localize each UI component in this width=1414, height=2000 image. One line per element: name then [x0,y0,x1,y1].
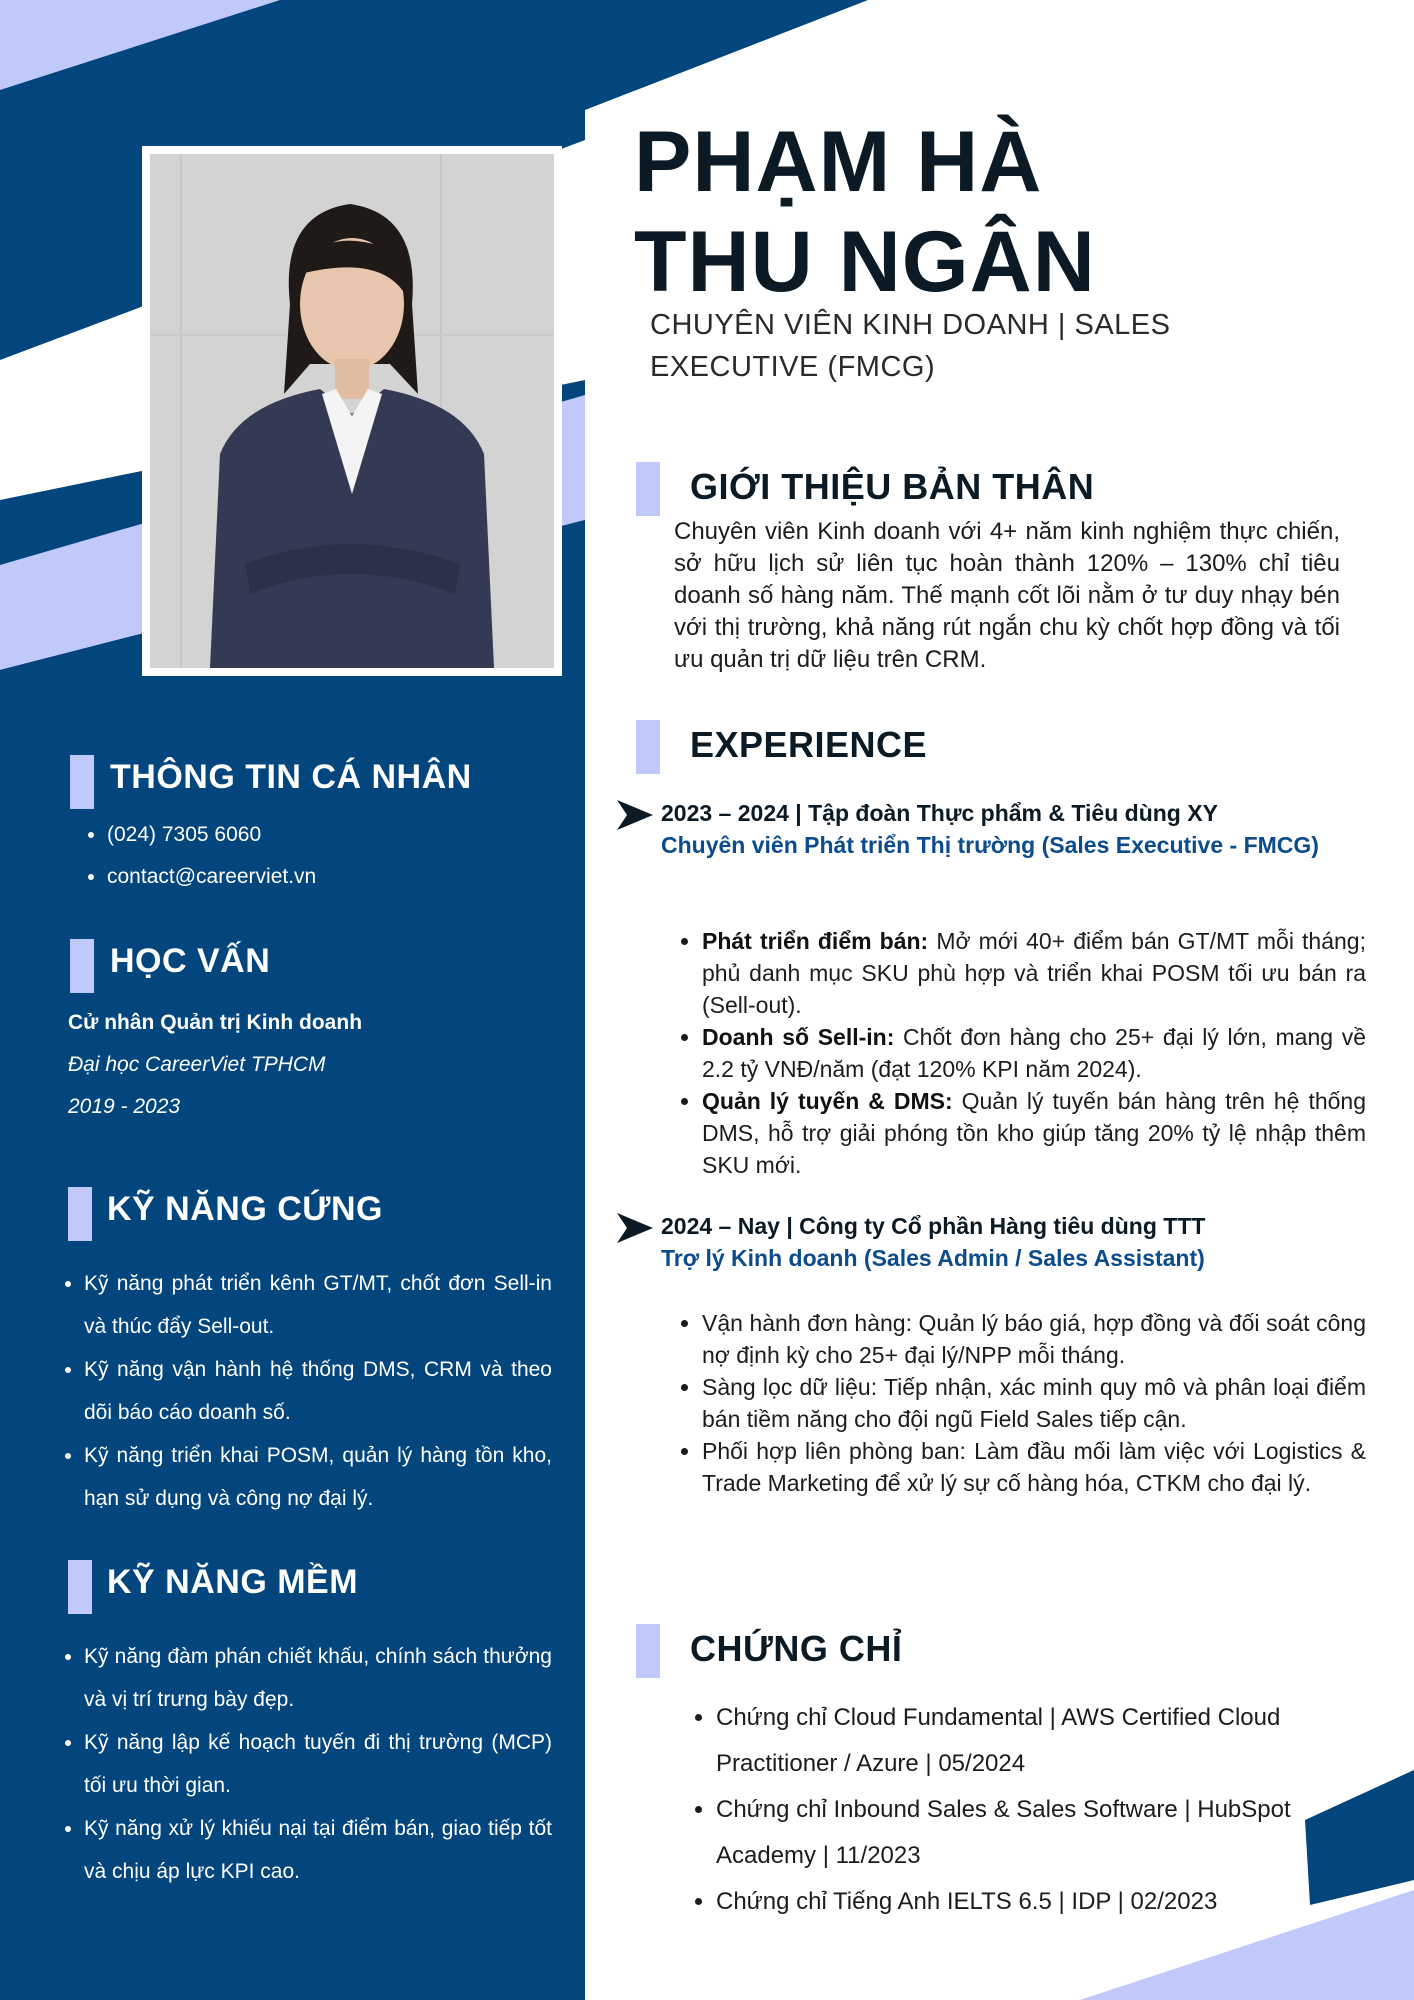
education-section-title: HỌC VẤN [110,942,271,980]
education-degree: Cử nhân Quản trị Kinh doanh [68,1011,363,1034]
job-2-bullets [660,1307,1366,1499]
bullet-label: Phát triển điểm bán: [702,928,929,954]
about-section-title: GIỚI THIỆU BẢN THÂN [690,466,1095,507]
list-item: • Kỹ năng lập kế hoạch tuyến đi thị trường (MCP) tối ưu thời gian. [84,1721,552,1807]
contact-list [78,814,567,898]
bullet-label: Doanh số Sell-in: [702,1024,895,1050]
hard-skills-section-marker [68,1187,92,1241]
list-item: • Kỹ năng phát triển kênh GT/MT, chốt đơn Sell-in và thúc đẩy Sell-out. [84,1262,552,1348]
hard-skills-list [66,1262,552,1520]
experience-section-marker [636,720,660,774]
name-line-1: PHẠM HÀ [634,114,1043,210]
bullet-text: Chốt đơn hàng cho 25+ đại lý lớn, mang về 2.2 tỷ VNĐ/năm (đạt 120% KPI năm 2024). [702,1024,1367,1082]
job-1-bullets [660,925,1366,1181]
job-2-role: Trợ lý Kinh doanh (Sales Admin / Sales Assistant) [661,1245,1205,1271]
list-item: • Sàng lọc dữ liệu: Tiếp nhận, xác minh quy mô và phân loại điểm bán tiềm năng cho đội ngũ Field Sales tiếp cận. [702,1371,1366,1435]
full-name [634,112,1394,312]
list-item: • Vận hành đơn hàng: Quản lý báo giá, hợp đồng và đối soát công nợ định kỳ cho 25+ đại lý/NPP mỗi tháng. [702,1307,1366,1371]
about-text: Chuyên viên Kinh doanh với 4+ năm kinh nghiệm thực chiến, sở hữu lịch sử liên tục hoàn thành 120% – 130% chỉ tiêu doanh số hàng năm. Thế mạnh cốt lõi nằm ở tư duy nhạy bén với thị trường, khả năng rút ngắn chu kỳ chốt hợp đồng và tối ưu quản trị dữ liệu trên CRM. [674,518,1340,673]
list-item: • Chứng chỉ Cloud Fundamental | AWS Certified Cloud Practitioner / Azure | 05/2024 [716,1695,1356,1787]
subtitle-line-2: EXECUTIVE (FMCG) [650,351,936,383]
experience-section-title: EXPERIENCE [690,724,928,765]
job-2-header: 2024 – Nay | Công ty Cổ phần Hàng tiêu dùng TTT [661,1213,1206,1239]
arrow-bullet-icon [617,1213,653,1243]
education-school: Đại học CareerViet TPHCM [68,1053,326,1076]
phone-number: • (024) 7305 6060 [107,814,567,856]
email-address: • contact@careerviet.vn [107,856,567,898]
list-item: • Chứng chỉ Tiếng Anh IELTS 6.5 | IDP | 02/2023 [716,1879,1356,1925]
personal-section-title: THÔNG TIN CÁ NHÂN [110,758,472,796]
list-item: • Kỹ năng triển khai POSM, quản lý hàng tồn kho, hạn sử dụng và công nợ đại lý. [84,1434,552,1520]
name-line-2: THU NGÂN [634,214,1096,310]
about-section-marker [636,462,660,516]
subtitle-line-1: CHUYÊN VIÊN KINH DOANH | SALES [650,309,1171,341]
list-item [702,1021,1366,1085]
list-item: • Phối hợp liên phòng ban: Làm đầu mối làm việc với Logistics & Trade Marketing để xử lý sự cố hàng hóa, CTKM cho đại lý. [702,1435,1366,1499]
bullet-text: Quản lý tuyến bán hàng trên hệ thống DMS, hỗ trợ giải phóng tồn kho giúp tăng 20% tỷ lệ nhập thêm SKU mới. [702,1088,1366,1178]
list-item: • Kỹ năng vận hành hệ thống DMS, CRM và theo dõi báo cáo doanh số. [84,1348,552,1434]
personal-section-marker [70,755,94,809]
list-item: • Chứng chỉ Inbound Sales & Sales Software | HubSpot Academy | 11/2023 [716,1787,1356,1879]
soft-skills-section-marker [68,1560,92,1614]
education-section-marker [70,939,94,993]
list-item [702,925,1366,1021]
bullet-text: Mở mới 40+ điểm bán GT/MT mỗi tháng; phủ danh mục SKU phù hợp và triển khai POSM tối ưu bán ra (Sell-out). [702,928,1366,1018]
bullet-label: Quản lý tuyến & DMS: [702,1088,953,1114]
job-1-header: 2023 – 2024 | Tập đoàn Thực phẩm & Tiêu dùng XY [661,800,1218,826]
profile-photo [142,146,562,676]
education-years: 2019 - 2023 [68,1095,181,1118]
list-item [702,1085,1366,1181]
job-title [650,304,1290,388]
hard-skills-section-title: KỸ NĂNG CỨNG [107,1190,383,1228]
certificates-section-marker [636,1624,660,1678]
list-item: • Kỹ năng đàm phán chiết khấu, chính sách thưởng và vị trí trưng bày đẹp. [84,1635,552,1721]
job-1-role: Chuyên viên Phát triển Thị trường (Sales Executive - FMCG) [661,832,1319,858]
soft-skills-list [66,1635,552,1893]
certificates-list [684,1695,1356,1925]
certificates-section-title: CHỨNG CHỈ [690,1628,903,1669]
list-item: • Kỹ năng xử lý khiếu nại tại điểm bán, giao tiếp tốt và chịu áp lực KPI cao. [84,1807,552,1893]
soft-skills-section-title: KỸ NĂNG MỀM [107,1563,359,1601]
arrow-bullet-icon [617,800,653,830]
